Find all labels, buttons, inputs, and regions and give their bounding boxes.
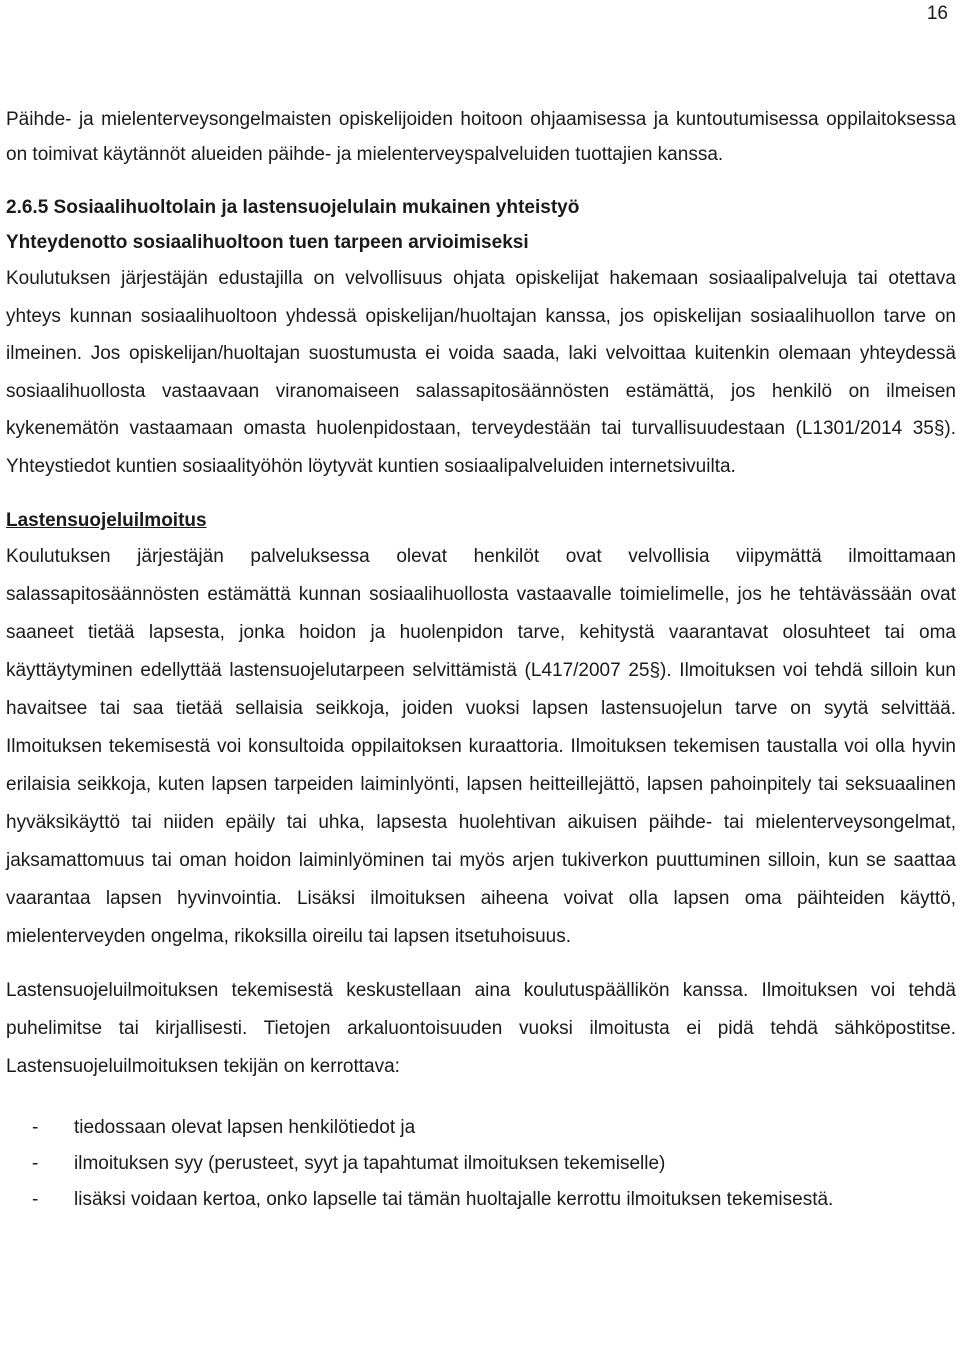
subsection-heading-social-welfare: Yhteydenotto sosiaalihuoltoon tuen tarpeen arvioimiseksi [6,232,529,253]
list-item [6,1182,956,1218]
page-number: 16 [926,3,948,24]
child-welfare-paragraph: Koulutuksen järjestäjän palveluksessa olevat henkilöt ovat velvollisia viipymättä ilmoittamaan salassapitosäännösten estämättä kunnan sosiaalihuollosta vastaavalle toimielimelle, jos he tehtävässään ovat saaneet tietää lapsesta, jonka hoidon ja huolenpidon tarve, kehitystä vaarantavat olosuhteet tai oma käyttäytyminen edellyttää lastensuojelutarpeen selvittämistä (L417/2007 25§). Ilmoituksen voi tehdä silloin kun havaitsee tai saa tietää sellaisia seikkoja, joiden vuoksi lapsen lastensuojelun tarve on syytä selvittää. Ilmoituksen tekemisestä voi konsultoida oppilaitoksen kuraattoria. Ilmoituksen tekemisen taustalla voi olla hyvin erilaisia seikkoja, kuten lapsen tarpeiden laiminlyönti, lapsen heitteillejättö, lapsen pahoinpitely tai seksuaalinen hyväksikäyttö tai niiden epäily tai uhka, lapsesta huolehtivan aikuisen päihde- tai mielenterveysongelmat, jaksamattomuus tai oman hoidon laiminlyöminen tai myös arjen tukiverkon puuttuminen silloin, kun se saattaa vaarantaa lapsen hyvinvointia. Lisäksi ilmoituksen aiheena voivat olla lapsen oma päihteiden käyttö, mielenterveyden ongelma, rikoksilla oireilu tai lapsen itsetuhoisuus. [6,546,956,947]
section-heading: 2.6.5 Sosiaalihuoltolain ja lastensuojelulain mukainen yhteistyö [6,197,580,218]
list-item-text: ilmoituksen syy (perusteet, syyt ja tapahtumat ilmoituksen tekemiselle) [74,1153,666,1174]
list-item [6,1146,956,1182]
subsection-heading-child-welfare-notice: Lastensuojeluilmoitus [6,510,207,531]
list-bullet-dash: - [32,1189,39,1210]
intro-paragraph: Päihde- ja mielenterveysongelmaisten opiskelijoiden hoitoon ohjaamisessa ja kuntoutumisessa oppilaitoksessa on toimivat käytännöt alueiden päihde- ja mielenterveyspalveluiden tuottajien kanssa. [6,109,956,165]
document-body [6,102,956,1218]
notice-requirements-list [6,1110,956,1218]
list-item-text: lisäksi voidaan kertoa, onko lapselle tai tämän huoltajalle kerrottu ilmoituksen tekemisestä. [74,1189,834,1210]
list-bullet-dash: - [32,1153,39,1174]
list-item [6,1110,956,1146]
notice-procedure-paragraph: Lastensuojeluilmoituksen tekemisestä keskustellaan aina koulutuspäällikön kanssa. Ilmoituksen voi tehdä puhelimitse tai kirjallisesti. Tietojen arkaluontoisuuden vuoksi ilmoitusta ei pidä tehdä sähköpostitse. Lastensuojeluilmoituksen tekijän on kerrottava: [6,980,956,1077]
list-bullet-dash: - [32,1117,39,1138]
list-item-text: tiedossaan olevat lapsen henkilötiedot ja [74,1117,416,1138]
social-welfare-paragraph: Koulutuksen järjestäjän edustajilla on velvollisuus ohjata opiskelijat hakemaan sosiaalipalveluja tai otettava yhteys kunnan sosiaalihuoltoon yhdessä opiskelijan/huoltajan kanssa, jos opiskelijan sosiaalihuollon tarve on ilmeinen. Jos opiskelijan/huoltajan suostumusta ei voida saada, laki velvoittaa kuitenkin olemaan yhteydessä sosiaalihuollosta vastaavaan viranomaiseen salassapitosäännösten estämättä, jos henkilö on ilmeisen kykenemätön vastaamaan omasta huolenpidostaan, terveydestään tai turvallisuudestaan (L1301/2014 35§). Yhteystiedot kuntien sosiaalityöhön löytyvät kuntien sosiaalipalveluiden internetsivuilta. [6,268,956,477]
